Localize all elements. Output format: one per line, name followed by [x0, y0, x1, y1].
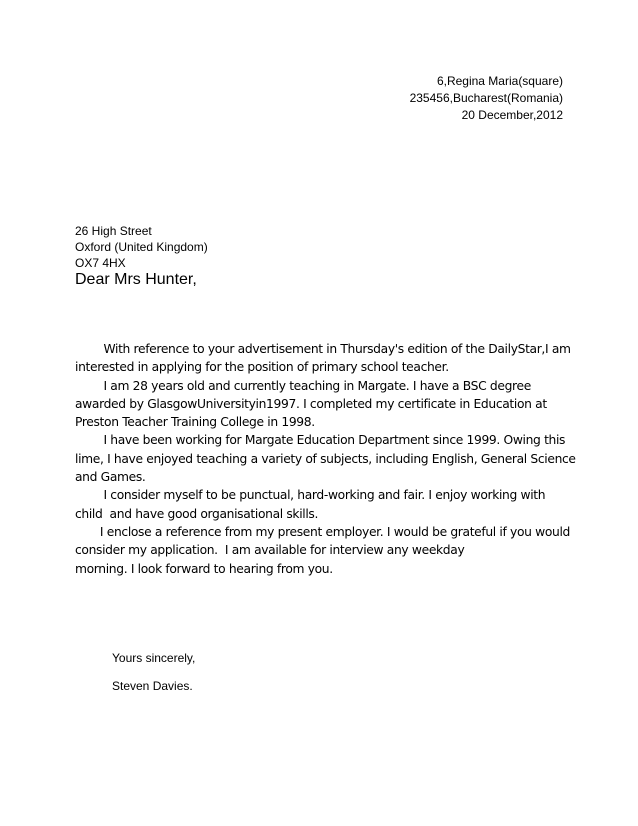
recipient-street: 26 High Street — [75, 224, 152, 238]
body-line: I enclose a reference from my present employer. I would be grateful if you would — [75, 524, 570, 539]
body-line: awarded by GlasgowUniversityin1997. I completed my certificate in Education at — [75, 396, 547, 411]
body-line: morning. I look forward to hearing from you. — [75, 561, 333, 576]
closing — [112, 651, 195, 707]
letter-date: 20 December,2012 — [461, 108, 563, 122]
recipient-address — [75, 223, 208, 271]
sender-street: 6,Regina Maria(square) — [436, 74, 563, 88]
body-line: I am 28 years old and currently teaching in Margate. I have a BSC degree — [75, 378, 531, 393]
salutation: Dear Mrs Hunter, — [75, 271, 197, 288]
body-line: I have been working for Margate Education Department since 1999. Owing this — [75, 433, 566, 448]
body-line: and Games. — [75, 470, 146, 485]
body-line: Preston Teacher Training College in 1998. — [75, 415, 315, 430]
sender-city: 235456,Bucharest(Romania) — [409, 91, 563, 105]
signature-name: Steven Davies. — [112, 679, 193, 693]
recipient-city: Oxford (United Kingdom) — [75, 240, 208, 254]
sign-off: Yours sincerely, — [112, 651, 196, 665]
body-line: With reference to your advertisement in Thursday's edition of the DailyStar,I am — [75, 342, 571, 356]
letter-body — [75, 340, 585, 578]
recipient-postcode: OX7 4HX — [75, 256, 126, 270]
body-line: interested in applying for the position of primary school teacher. — [75, 360, 449, 375]
body-line: child and have good organisational skills. — [75, 506, 319, 521]
body-line: consider my application. I am available for interview any weekday — [75, 543, 465, 558]
body-line: I consider myself to be punctual, hard-working and fair. I enjoy working with — [75, 488, 546, 503]
sender-address — [410, 73, 563, 124]
body-line: lime, I have enjoyed teaching a variety of subjects, including English, General Science — [75, 451, 576, 466]
